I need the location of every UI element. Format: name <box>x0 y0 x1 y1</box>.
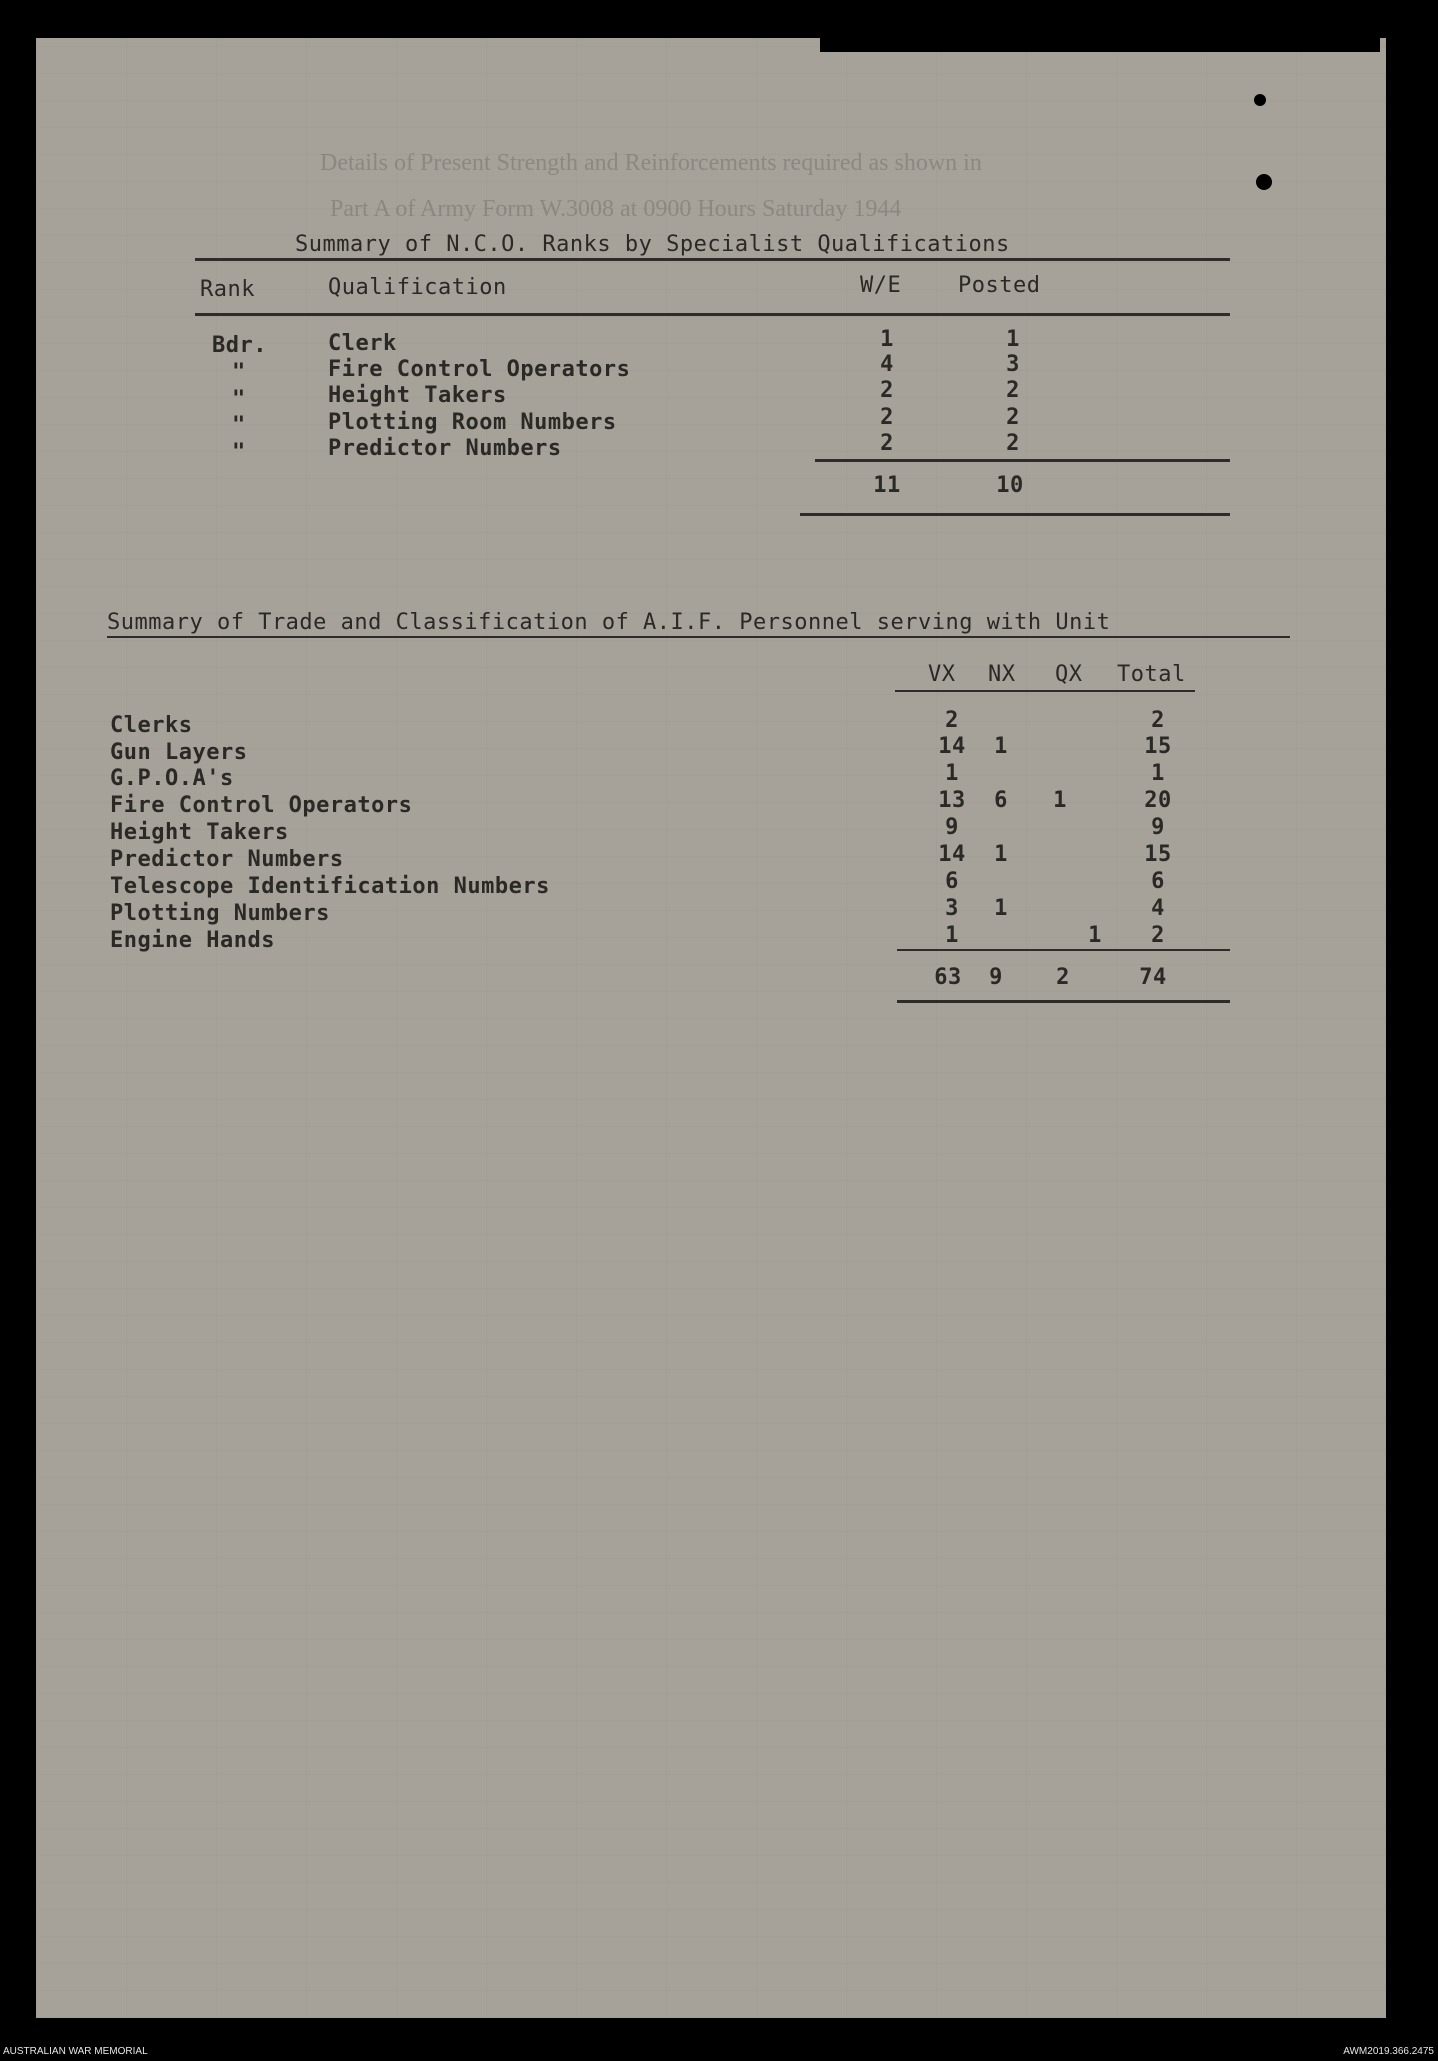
trade-total-3: 1 <box>1151 761 1165 786</box>
trade-vx-8: 3 <box>945 896 959 921</box>
nco-posted-3: 2 <box>1006 378 1020 403</box>
trade-name-8: Plotting Numbers <box>110 901 330 926</box>
footer-source: AUSTRALIAN WAR MEMORIAL <box>3 2046 148 2057</box>
trade-vx-2: 14 <box>938 734 966 759</box>
trade-name-3: G.P.O.A's <box>110 766 234 791</box>
footer-accession: AWM2019.366.2475 <box>1343 2046 1434 2057</box>
nco-title-rule <box>195 258 1230 261</box>
nco-col-we: W/E <box>860 273 902 298</box>
trade-total-5: 9 <box>1151 815 1165 840</box>
trade-col-qx: QX <box>1055 662 1083 687</box>
trade-col-vx: VX <box>928 662 956 687</box>
trade-header-rule <box>895 690 1195 692</box>
nco-posted-1: 1 <box>1006 327 1020 352</box>
nco-we-3: 2 <box>880 378 894 403</box>
trade-total-6: 15 <box>1144 842 1172 867</box>
trade-total-nx: 9 <box>989 965 1003 990</box>
trade-col-total: Total <box>1117 662 1186 687</box>
nco-posted-2: 3 <box>1006 352 1020 377</box>
trade-vx-3: 1 <box>945 761 959 786</box>
trade-title-rule <box>107 636 1290 638</box>
trade-total-vx: 63 <box>934 965 962 990</box>
trade-name-7: Telescope Identification Numbers <box>110 874 550 899</box>
nco-col-qualification: Qualification <box>328 275 507 300</box>
trade-vx-4: 13 <box>938 788 966 813</box>
trade-vx-1: 2 <box>945 708 959 733</box>
trade-nx-6: 1 <box>994 842 1008 867</box>
nco-we-5: 2 <box>880 431 894 456</box>
trade-total-9: 2 <box>1151 923 1165 948</box>
trade-total-7: 6 <box>1151 869 1165 894</box>
trade-nx-8: 1 <box>994 896 1008 921</box>
nco-total-rule <box>800 513 1230 516</box>
trade-vx-7: 6 <box>945 869 959 894</box>
trade-vx-5: 9 <box>945 815 959 840</box>
nco-posted-5: 2 <box>1006 431 1020 456</box>
nco-qualification-1: Clerk <box>328 331 397 356</box>
trade-total-8: 4 <box>1151 896 1165 921</box>
torn-edge <box>820 38 1380 52</box>
trade-name-5: Height Takers <box>110 820 289 845</box>
trade-name-9: Engine Hands <box>110 928 275 953</box>
nco-qualification-5: Predictor Numbers <box>328 436 562 461</box>
trade-vx-9: 1 <box>945 923 959 948</box>
trade-name-6: Predictor Numbers <box>110 847 344 872</box>
trade-total-4: 20 <box>1144 788 1172 813</box>
nco-total-posted: 10 <box>996 473 1024 498</box>
trade-col-nx: NX <box>988 662 1016 687</box>
trade-name-4: Fire Control Operators <box>110 793 413 818</box>
nco-rank-2: " <box>232 360 246 385</box>
trade-total-all: 74 <box>1139 965 1167 990</box>
nco-col-rank: Rank <box>200 277 255 302</box>
nco-we-2: 4 <box>880 352 894 377</box>
nco-rank-5: " <box>232 440 246 465</box>
punch-hole <box>1256 174 1272 190</box>
nco-we-4: 2 <box>880 405 894 430</box>
trade-total-2: 15 <box>1144 734 1172 759</box>
nco-rank-1: Bdr. <box>212 333 267 358</box>
nco-qualification-4: Plotting Room Numbers <box>328 410 617 435</box>
trade-total-1: 2 <box>1151 708 1165 733</box>
trade-total-rule <box>897 1000 1230 1003</box>
trade-nx-2: 1 <box>994 734 1008 759</box>
nco-subtotal-rule <box>815 459 1230 462</box>
nco-we-1: 1 <box>880 327 894 352</box>
nco-total-we: 11 <box>873 473 901 498</box>
trade-qx-4: 1 <box>1053 788 1067 813</box>
trade-name-2: Gun Layers <box>110 740 248 765</box>
trade-summary-title: Summary of Trade and Classification of A.I.F. Personnel serving with Unit <box>107 610 1111 635</box>
ghost-header-line-1: Details of Present Strength and Reinforcements required as shown in <box>320 150 982 176</box>
nco-qualification-3: Height Takers <box>328 383 507 408</box>
nco-header-rule <box>195 313 1230 316</box>
trade-qx-9: 1 <box>1088 923 1102 948</box>
trade-subtotal-rule <box>897 949 1230 951</box>
trade-vx-6: 14 <box>938 842 966 867</box>
ghost-header-line-2: Part A of Army Form W.3008 at 0900 Hours Saturday 1944 <box>330 196 902 222</box>
trade-name-1: Clerks <box>110 713 193 738</box>
trade-nx-4: 6 <box>994 788 1008 813</box>
trade-total-qx: 2 <box>1056 965 1070 990</box>
nco-posted-4: 2 <box>1006 405 1020 430</box>
nco-qualification-2: Fire Control Operators <box>328 357 631 382</box>
nco-summary-title: Summary of N.C.O. Ranks by Specialist Qualifications <box>295 232 1010 257</box>
nco-rank-3: " <box>232 387 246 412</box>
nco-rank-4: " <box>232 413 246 438</box>
nco-col-posted: Posted <box>958 273 1041 298</box>
punch-hole <box>1254 94 1266 106</box>
